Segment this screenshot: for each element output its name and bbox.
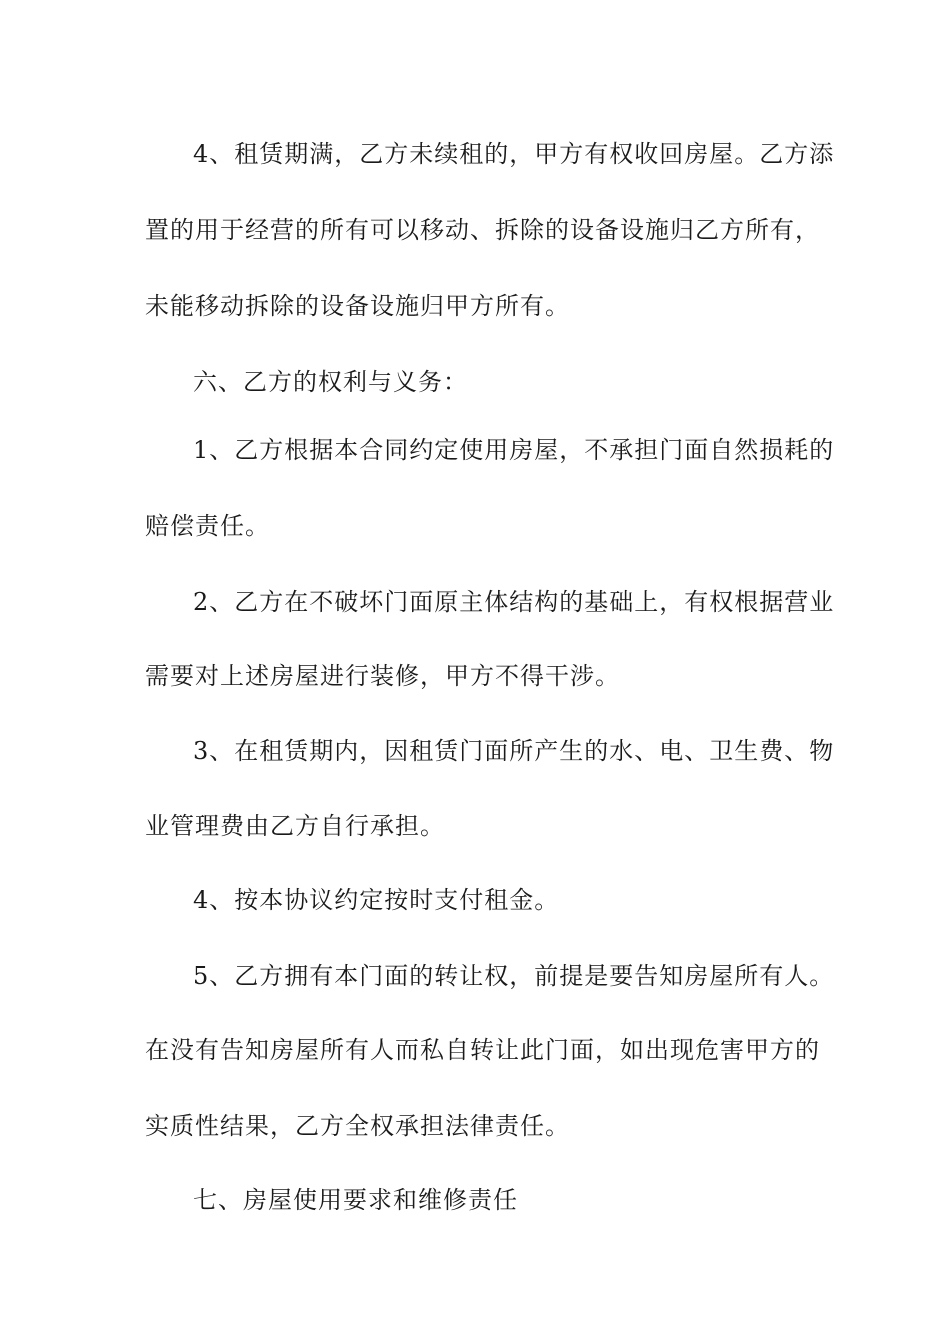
clause-6-1-line-2: 赔偿责任。	[145, 512, 270, 540]
clause-6-4-line-1: 4、按本协议约定按时支付租金。	[193, 886, 560, 914]
clause-6-2-line-1: 2、乙方在不破坏门面原主体结构的基础上，有权根据营业	[193, 588, 835, 616]
section-7-heading: 七、房屋使用要求和维修责任	[193, 1186, 518, 1214]
clause-6-1-line-1: 1、乙方根据本合同约定使用房屋，不承担门面自然损耗的	[193, 436, 835, 464]
clause-6-2-line-2: 需要对上述房屋进行装修，甲方不得干涉。	[145, 662, 620, 690]
clause-5-4-line-3: 未能移动拆除的设备设施归甲方所有。	[145, 292, 570, 320]
clause-6-3-line-1: 3、在租赁期内，因租赁门面所产生的水、电、卫生费、物	[193, 737, 835, 765]
clause-6-5-line-1: 5、乙方拥有本门面的转让权，前提是要告知房屋所有人。	[193, 962, 835, 990]
section-6-heading: 六、乙方的权利与义务：	[193, 368, 468, 396]
clause-6-5-line-3: 实质性结果，乙方全权承担法律责任。	[145, 1112, 570, 1140]
clause-5-4-line-2: 置的用于经营的所有可以移动、拆除的设备设施归乙方所有，	[145, 216, 820, 244]
clause-6-5-line-2: 在没有告知房屋所有人而私自转让此门面，如出现危害甲方的	[145, 1036, 820, 1064]
clause-6-3-line-2: 业管理费由乙方自行承担。	[145, 812, 445, 840]
clause-5-4-line-1: 4、租赁期满，乙方未续租的，甲方有权收回房屋。乙方添	[193, 140, 835, 168]
